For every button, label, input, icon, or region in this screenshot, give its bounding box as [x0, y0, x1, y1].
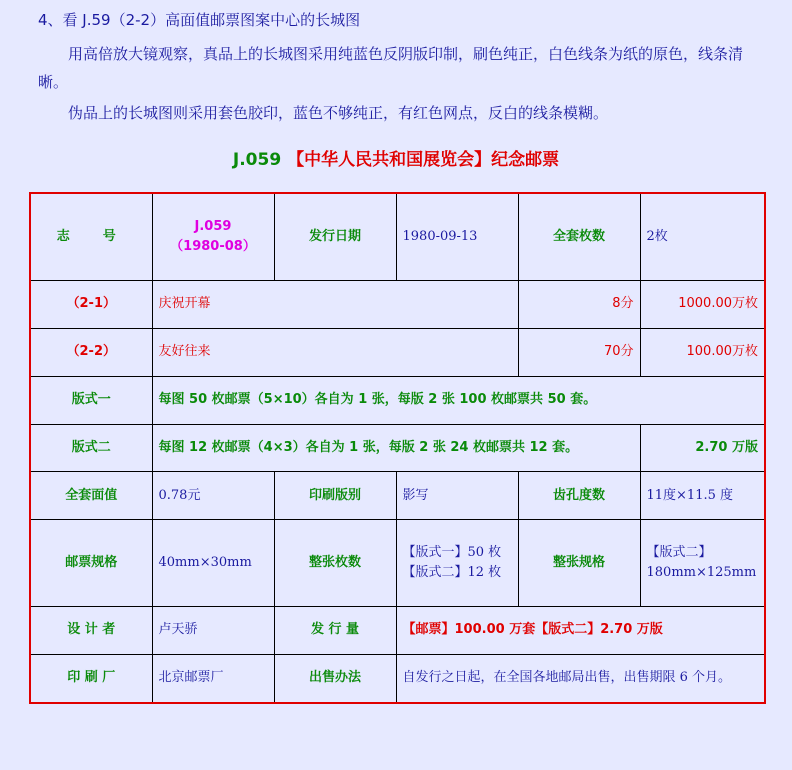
printer-label: 印 刷 厂 [30, 654, 152, 703]
table-row [30, 424, 765, 472]
issue-quantity-label: 发 行 量 [274, 606, 396, 654]
zhihao-value [152, 193, 274, 280]
stamp-number: （2-1） [30, 280, 152, 328]
table-row [30, 376, 765, 424]
sheet-count-format2: 【版式二】12 枚 [402, 564, 502, 580]
zhihao-code: J.059 [194, 218, 232, 234]
sale-method-label: 出售办法 [274, 654, 396, 703]
sheet-size-format: 【版式二】 [646, 544, 712, 560]
sheet-size-dimensions: 180mm×125mm [646, 564, 757, 580]
intro-heading: 4、看 J.59（2-2）高面值邮票图案中心的长城图 [38, 11, 361, 29]
perforation-value: 11度×11.5 度 [640, 472, 765, 520]
table-row [30, 472, 765, 520]
sheet-size-value [640, 520, 765, 606]
format2-quantity: 2.70 万版 [640, 424, 765, 472]
stamp-name: 庆祝开幕 [152, 280, 518, 328]
stamp-size-label: 邮票规格 [30, 520, 152, 606]
format1-desc: 每图 50 枚邮票（5×10）各自为 1 张，每版 2 张 100 枚邮票共 50 套。 [152, 376, 765, 424]
print-type-label: 印刷版别 [274, 472, 396, 520]
sale-method-value: 自发行之日起，在全国各地邮局出售，出售期限 6 个月。 [396, 654, 765, 703]
intro-fake-text: 伪品上的长城图则采用套色胶印，蓝色不够纯正，有红色网点，反白的线条模糊。 [68, 104, 609, 122]
stamp-quantity: 100.00万枚 [640, 328, 765, 376]
intro-genuine-paragraph [38, 40, 772, 96]
print-type-value: 影写 [396, 472, 518, 520]
face-label: 全套面值 [30, 472, 152, 520]
zhihao-year: （1980-08） [170, 238, 256, 254]
stamp-title-code: J.059 [232, 150, 282, 170]
intro-genuine-text: 用高倍放大镜观察，真品上的长城图采用纯蓝色反阴版印制，刷色纯正，白色线条为纸的原色，线条清晰。 [38, 45, 744, 91]
set-count-value: 2枚 [640, 193, 765, 280]
designer-value: 卢天骄 [152, 606, 274, 654]
set-count-label: 全套枚数 [518, 193, 640, 280]
stamp-face-value: 8分 [518, 280, 640, 328]
stamp-size-value: 40mm×30mm [152, 520, 274, 606]
perforation-label: 齿孔度数 [518, 472, 640, 520]
issue-date-value: 1980-09-13 [396, 193, 518, 280]
table-row [30, 654, 765, 703]
zhihao-label: 志 号 [30, 193, 152, 280]
face-value: 0.78元 [152, 472, 274, 520]
intro-fake-paragraph [38, 99, 772, 127]
printer-value: 北京邮票厂 [152, 654, 274, 703]
issue-quantity-value: 【邮票】100.00 万套【版式二】2.70 万版 [396, 606, 765, 654]
designer-label: 设 计 者 [30, 606, 152, 654]
stamp-face-value: 70分 [518, 328, 640, 376]
format2-label: 版式二 [30, 424, 152, 472]
sheet-size-label: 整张规格 [518, 520, 640, 606]
stamp-quantity: 1000.00万枚 [640, 280, 765, 328]
stamp-number: （2-2） [30, 328, 152, 376]
format2-desc: 每图 12 枚邮票（4×3）各自为 1 张，每版 2 张 24 枚邮票共 12 套。 [152, 424, 640, 472]
stamp-title-name: 【中华人民共和国展览会】纪念邮票 [287, 150, 560, 170]
stamp-title [0, 147, 792, 173]
sheet-count-format1: 【版式一】50 枚 [402, 544, 502, 560]
sheet-count-label: 整张枚数 [274, 520, 396, 606]
issue-date-label: 发行日期 [274, 193, 396, 280]
table-row [30, 280, 765, 328]
table-row [30, 328, 765, 376]
table-row [30, 193, 765, 280]
stamp-info-table [29, 192, 766, 704]
table-row [30, 606, 765, 654]
table-row [30, 520, 765, 606]
format1-label: 版式一 [30, 376, 152, 424]
sheet-count-value [396, 520, 518, 606]
stamp-name: 友好往来 [152, 328, 518, 376]
